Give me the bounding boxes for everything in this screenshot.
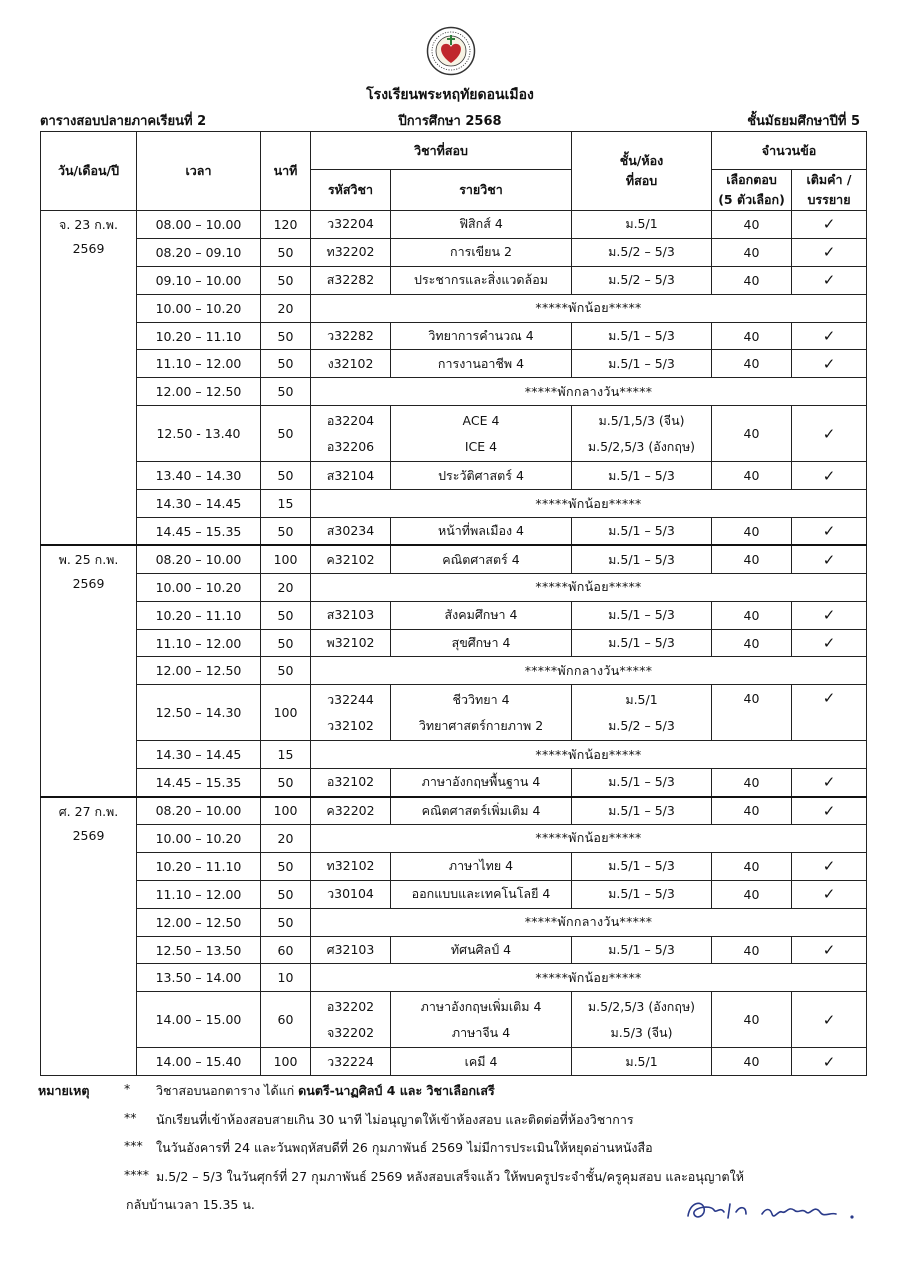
check-icon: ✓	[822, 801, 836, 820]
exam-room	[572, 685, 712, 741]
table-row	[41, 936, 867, 964]
subject-name: ออกแบบและเทคโนโลยี 4	[391, 880, 572, 908]
table-row	[41, 992, 867, 1048]
question-count: 40	[712, 936, 792, 964]
break-label: *****พักกลางวัน*****	[311, 908, 867, 936]
table-row	[41, 518, 867, 546]
subject-name: คณิตศาสตร์ 4	[391, 545, 572, 573]
exam-title: ตารางสอบปลายภาคเรียนที่ 2	[40, 114, 207, 129]
exam-time: 09.10 – 10.00	[137, 266, 261, 294]
exam-time: 08.00 – 10.00	[137, 211, 261, 239]
exam-minutes: 50	[261, 601, 311, 629]
note-text: ในวันอังคารที่ 24 และวันพฤหัสบดีที่ 26 กุมภาพันธ์ 2569 ไม่มีการประเมินให้หยุดอ่านหนังสือ	[156, 1140, 653, 1155]
question-count: 40	[712, 266, 792, 294]
exam-minutes: 50	[261, 908, 311, 936]
exam-date-day: พ. 25 ก.พ.	[58, 552, 119, 568]
subject-name	[391, 685, 572, 741]
question-count: 40	[712, 1048, 792, 1076]
exam-time: 13.50 – 14.00	[137, 964, 261, 992]
break-label: *****พักน้อย*****	[311, 964, 867, 992]
subject-code: พ32102	[311, 629, 391, 657]
header-fill-line2: บรรยาย	[807, 192, 851, 207]
table-row	[41, 211, 867, 239]
notes-label: หมายเหตุ	[38, 1083, 90, 1098]
exam-date-day: ศ. 27 ก.พ.	[58, 803, 119, 819]
table-row	[41, 880, 867, 908]
subject-code: อ32102	[311, 769, 391, 797]
check-icon: ✓	[822, 885, 836, 904]
table-row	[41, 350, 867, 378]
check-icon: ✓	[822, 354, 836, 373]
header-fill	[792, 170, 867, 211]
written-section	[792, 629, 867, 657]
exam-room: ม.5/2 – 5/3	[572, 266, 712, 294]
subject-name-2: ICE 4	[464, 438, 498, 454]
subject-name: ภาษาไทย 4	[391, 852, 572, 880]
written-section	[792, 266, 867, 294]
subject-code: ท32102	[311, 852, 391, 880]
subject-name: ฟิสิกส์ 4	[391, 211, 572, 239]
subject-code	[311, 992, 391, 1048]
check-icon: ✓	[822, 327, 836, 345]
grade-level: ชั้นมัธยมศึกษาปีที่ 5	[747, 114, 860, 129]
header-name: รายวิชา	[391, 170, 572, 211]
exam-minutes: 50	[261, 880, 311, 908]
exam-time: 14.00 – 15.00	[137, 992, 261, 1048]
note-text-line2: กลับบ้านเวลา 15.35 น.	[126, 1197, 255, 1212]
written-section	[792, 601, 867, 629]
exam-time: 10.20 – 11.10	[137, 852, 261, 880]
subject-name-2: ภาษาจีน 4	[451, 1024, 511, 1040]
exam-time: 10.20 – 11.10	[137, 601, 261, 629]
exam-date-day: จ. 23 ก.พ.	[59, 217, 118, 232]
exam-time: 12.50 – 14.30	[137, 685, 261, 741]
exam-time: 13.40 – 14.30	[137, 462, 261, 490]
subject-code: ว32224	[311, 1048, 391, 1076]
exam-time: 10.20 – 11.10	[137, 322, 261, 350]
exam-date-year: 2569	[72, 827, 105, 843]
exam-room: ม.5/1 – 5/3	[572, 601, 712, 629]
exam-room: ม.5/1	[572, 211, 712, 239]
exam-room-2: ม.5/2 – 5/3	[608, 717, 675, 733]
note-mark: ***	[124, 1138, 143, 1153]
exam-minutes: 50	[261, 378, 311, 406]
exam-room: ม.5/1 – 5/3	[572, 462, 712, 490]
question-count: 40	[712, 685, 792, 741]
exam-minutes: 60	[261, 992, 311, 1048]
subject-code: ง32102	[311, 350, 391, 378]
subject-name: หน้าที่พลเมือง 4	[391, 518, 572, 546]
break-label: *****พักน้อย*****	[311, 490, 867, 518]
exam-room: ม.5/1 – 5/3	[572, 322, 712, 350]
exam-room: ม.5/1 – 5/3	[572, 797, 712, 825]
exam-date	[41, 211, 137, 546]
note-text: นักเรียนที่เข้าห้องสอบสายเกิน 30 นาที ไม่อนุญาตให้เข้าห้องสอบ และติดต่อที่ห้องวิชาการ	[156, 1112, 634, 1127]
exam-room: ม.5/1 – 5/3	[572, 769, 712, 797]
question-count: 40	[712, 629, 792, 657]
exam-schedule-table	[40, 131, 867, 1076]
exam-minutes: 100	[261, 1048, 311, 1076]
table-row	[41, 322, 867, 350]
exam-minutes: 100	[261, 545, 311, 573]
question-count: 40	[712, 350, 792, 378]
header-mc-line1: เลือกตอบ	[726, 172, 777, 187]
exam-minutes: 50	[261, 852, 311, 880]
table-row	[41, 266, 867, 294]
table-row	[41, 406, 867, 462]
note-text	[156, 1081, 871, 1101]
table-row	[41, 490, 867, 518]
check-icon: ✓	[822, 215, 836, 234]
check-icon: ✓	[822, 271, 836, 290]
note-text-line1: ม.5/2 – 5/3 ในวันศุกร์ที่ 27 กุมภาพันธ์ 2569 หลังสอบเสร็จแล้ว ให้พบครูประจำชั้น/ครูคุมสอบ และอนุญาตให้	[156, 1169, 744, 1184]
exam-minutes: 60	[261, 936, 311, 964]
exam-minutes: 15	[261, 741, 311, 769]
subject-code: ส32103	[311, 601, 391, 629]
written-section	[792, 852, 867, 880]
table-row	[41, 238, 867, 266]
check-icon: ✓	[822, 424, 836, 443]
exam-room: ม.5/1	[572, 1048, 712, 1076]
question-count: 40	[712, 462, 792, 490]
header-mc	[712, 170, 792, 211]
header-date: วัน/เดือน/ปี	[41, 132, 137, 211]
question-count: 40	[712, 769, 792, 797]
header-room	[572, 132, 712, 211]
subject-code	[311, 685, 391, 741]
exam-room-1: ม.5/2,5/3 (อังกฤษ)	[587, 998, 696, 1014]
note-mark: ****	[124, 1167, 149, 1182]
subject-code-1: อ32202	[326, 998, 375, 1014]
table-row	[41, 462, 867, 490]
table-row	[41, 629, 867, 657]
written-section	[792, 211, 867, 239]
header-minutes: นาที	[261, 132, 311, 211]
header-subject-group: วิชาที่สอบ	[311, 132, 572, 170]
subject-code: ค32102	[311, 545, 391, 573]
subject-name: การเขียน 2	[391, 238, 572, 266]
exam-minutes: 10	[261, 964, 311, 992]
exam-date	[41, 545, 137, 796]
question-count: 40	[712, 322, 792, 350]
check-icon: ✓	[822, 606, 836, 625]
schedule-body	[41, 211, 867, 1076]
note-mark: *	[124, 1081, 131, 1096]
subject-name-1: ACE 4	[462, 412, 500, 428]
subject-code-1: ว32244	[327, 691, 374, 707]
subject-name: สุขศึกษา 4	[391, 629, 572, 657]
exam-time: 11.10 – 12.00	[137, 350, 261, 378]
exam-time: 12.00 – 12.50	[137, 378, 261, 406]
subject-code-2: อ32206	[326, 438, 375, 454]
written-section	[792, 936, 867, 964]
exam-time: 11.10 – 12.00	[137, 629, 261, 657]
subject-name-2: วิทยาศาสตร์กายภาพ 2	[418, 717, 544, 733]
table-row	[41, 378, 867, 406]
subject-name: คณิตศาสตร์เพิ่มเติม 4	[391, 797, 572, 825]
exam-room: ม.5/1 – 5/3	[572, 852, 712, 880]
question-count: 40	[712, 797, 792, 825]
exam-time: 12.50 – 13.50	[137, 936, 261, 964]
subject-code	[311, 406, 391, 462]
exam-minutes: 20	[261, 825, 311, 853]
school-name: โรงเรียนพระหฤทัยดอนเมือง	[366, 87, 534, 103]
exam-minutes: 50	[261, 769, 311, 797]
check-icon: ✓	[822, 550, 836, 569]
written-section	[792, 992, 867, 1048]
written-section	[792, 880, 867, 908]
subject-name-1: ชีววิทยา 4	[452, 691, 510, 707]
header-room-line1: ชั้น/ห้อง	[619, 153, 664, 168]
subject-name	[391, 406, 572, 462]
exam-time: 10.00 – 10.20	[137, 294, 261, 322]
question-count: 40	[712, 406, 792, 462]
exam-room-2: ม.5/3 (จีน)	[610, 1024, 673, 1040]
subject-name: เคมี 4	[391, 1048, 572, 1076]
table-row	[41, 797, 867, 825]
subject-code-1: อ32204	[326, 412, 375, 428]
note-text-bold: ดนตรี-นาฏศิลป์ 4 และ วิชาเลือกเสรี	[298, 1083, 495, 1098]
subject-name-1: ภาษาอังกฤษเพิ่มเติม 4	[420, 998, 542, 1014]
question-count: 40	[712, 518, 792, 546]
exam-room: ม.5/1 – 5/3	[572, 518, 712, 546]
question-count: 40	[712, 852, 792, 880]
break-label: *****พักน้อย*****	[311, 741, 867, 769]
exam-time: 08.20 – 10.00	[137, 545, 261, 573]
header-count-group: จำนวนข้อ	[712, 132, 867, 170]
break-label: *****พักกลางวัน*****	[311, 378, 867, 406]
exam-minutes: 50	[261, 322, 311, 350]
subject-name: ประวัติศาสตร์ 4	[391, 462, 572, 490]
subject-name: สังคมศึกษา 4	[391, 601, 572, 629]
table-row	[41, 741, 867, 769]
written-section	[792, 545, 867, 573]
check-icon: ✓	[822, 243, 836, 262]
header-mc-line2: (5 ตัวเลือก)	[718, 192, 785, 207]
exam-room: ม.5/1 – 5/3	[572, 545, 712, 573]
subject-code: ว32204	[311, 211, 391, 239]
question-count: 40	[712, 545, 792, 573]
exam-time: 08.20 – 10.00	[137, 797, 261, 825]
subject-code: ส32282	[311, 266, 391, 294]
written-section	[792, 462, 867, 490]
exam-room	[572, 992, 712, 1048]
written-section	[792, 685, 867, 741]
check-icon: ✓	[822, 941, 836, 960]
exam-time: 12.00 – 12.50	[137, 657, 261, 685]
signature-mark	[680, 1190, 865, 1230]
exam-minutes: 100	[261, 797, 311, 825]
exam-time: 12.50 - 13.40	[137, 406, 261, 462]
table-row	[41, 825, 867, 853]
question-count: 40	[712, 880, 792, 908]
check-icon: ✓	[822, 522, 836, 541]
exam-room-1: ม.5/1,5/3 (จีน)	[598, 412, 685, 428]
subject-name: วิทยาการคำนวณ 4	[391, 322, 572, 350]
exam-time: 14.00 – 15.40	[137, 1048, 261, 1076]
subject-code: ส30234	[311, 518, 391, 546]
header-time: เวลา	[137, 132, 261, 211]
exam-room: ม.5/1 – 5/3	[572, 629, 712, 657]
subject-code: ส32104	[311, 462, 391, 490]
check-icon: ✓	[822, 857, 836, 876]
exam-minutes: 15	[261, 490, 311, 518]
check-icon: ✓	[822, 1010, 836, 1029]
exam-room-1: ม.5/1	[625, 691, 658, 707]
subject-code: ศ32103	[311, 936, 391, 964]
subject-name: ประชากรและสิ่งแวดล้อม	[391, 266, 572, 294]
subject-name	[391, 992, 572, 1048]
exam-time: 14.30 – 14.45	[137, 741, 261, 769]
exam-minutes: 120	[261, 211, 311, 239]
academic-year: ปีการศึกษา 2568	[398, 114, 502, 129]
check-icon: ✓	[822, 689, 836, 708]
exam-date-year: 2569	[72, 576, 105, 592]
written-section	[792, 350, 867, 378]
exam-minutes: 50	[261, 657, 311, 685]
exam-minutes: 50	[261, 238, 311, 266]
note-mark: **	[124, 1110, 137, 1125]
header-room-line2: ที่สอบ	[625, 173, 658, 188]
exam-minutes: 50	[261, 266, 311, 294]
table-row	[41, 908, 867, 936]
exam-room: ม.5/2 – 5/3	[572, 238, 712, 266]
exam-time: 14.45 – 15.35	[137, 769, 261, 797]
subject-name: ภาษาอังกฤษพื้นฐาน 4	[391, 769, 572, 797]
written-section	[792, 238, 867, 266]
exam-time: 11.10 – 12.00	[137, 880, 261, 908]
table-row	[41, 545, 867, 573]
exam-minutes: 20	[261, 294, 311, 322]
question-count: 40	[712, 211, 792, 239]
subject-code-2: จ32202	[326, 1024, 375, 1040]
header-fill-line1: เติมคำ /	[806, 172, 852, 187]
written-section	[792, 518, 867, 546]
table-row	[41, 769, 867, 797]
exam-time: 14.45 – 15.35	[137, 518, 261, 546]
check-icon: ✓	[822, 466, 836, 485]
exam-minutes: 50	[261, 462, 311, 490]
table-row	[41, 657, 867, 685]
exam-time: 10.00 – 10.20	[137, 825, 261, 853]
check-icon: ✓	[822, 773, 836, 792]
document-header	[40, 110, 860, 128]
subject-code-2: ว32102	[327, 717, 374, 733]
break-label: *****พักกลางวัน*****	[311, 657, 867, 685]
subject-code: ท32202	[311, 238, 391, 266]
written-section	[792, 769, 867, 797]
break-label: *****พักน้อย*****	[311, 294, 867, 322]
header-code: รหัสวิชา	[311, 170, 391, 211]
question-count: 40	[712, 238, 792, 266]
note-text-plain: วิชาสอบนอกตาราง ได้แก่	[156, 1083, 299, 1098]
break-label: *****พักน้อย*****	[311, 573, 867, 601]
question-count: 40	[712, 601, 792, 629]
exam-room	[572, 406, 712, 462]
table-row	[41, 601, 867, 629]
exam-minutes: 50	[261, 406, 311, 462]
exam-minutes: 100	[261, 685, 311, 741]
exam-minutes: 20	[261, 573, 311, 601]
exam-room: ม.5/1 – 5/3	[572, 350, 712, 378]
table-row	[41, 852, 867, 880]
check-icon: ✓	[822, 1052, 836, 1071]
exam-minutes: 50	[261, 350, 311, 378]
exam-date-year: 2569	[72, 241, 105, 256]
question-count: 40	[712, 992, 792, 1048]
table-row	[41, 964, 867, 992]
exam-date	[41, 797, 137, 1076]
subject-name: การงานอาชีพ 4	[391, 350, 572, 378]
school-seal-icon	[426, 26, 476, 76]
exam-minutes: 50	[261, 518, 311, 546]
exam-time: 14.30 – 14.45	[137, 490, 261, 518]
exam-minutes: 50	[261, 629, 311, 657]
subject-name: ทัศนศิลป์ 4	[391, 936, 572, 964]
table-row	[41, 1048, 867, 1076]
table-row	[41, 294, 867, 322]
exam-room: ม.5/1 – 5/3	[572, 936, 712, 964]
written-section	[792, 1048, 867, 1076]
exam-room: ม.5/1 – 5/3	[572, 880, 712, 908]
written-section	[792, 797, 867, 825]
exam-time: 12.00 – 12.50	[137, 908, 261, 936]
subject-code: ว32282	[311, 322, 391, 350]
written-section	[792, 322, 867, 350]
table-row	[41, 685, 867, 741]
exam-time: 08.20 – 09.10	[137, 238, 261, 266]
check-icon: ✓	[822, 634, 836, 653]
break-label: *****พักน้อย*****	[311, 825, 867, 853]
table-row	[41, 573, 867, 601]
exam-time: 10.00 – 10.20	[137, 573, 261, 601]
subject-code: ค32202	[311, 797, 391, 825]
subject-code: ว30104	[311, 880, 391, 908]
exam-room-2: ม.5/2,5/3 (อังกฤษ)	[587, 438, 696, 454]
written-section	[792, 406, 867, 462]
